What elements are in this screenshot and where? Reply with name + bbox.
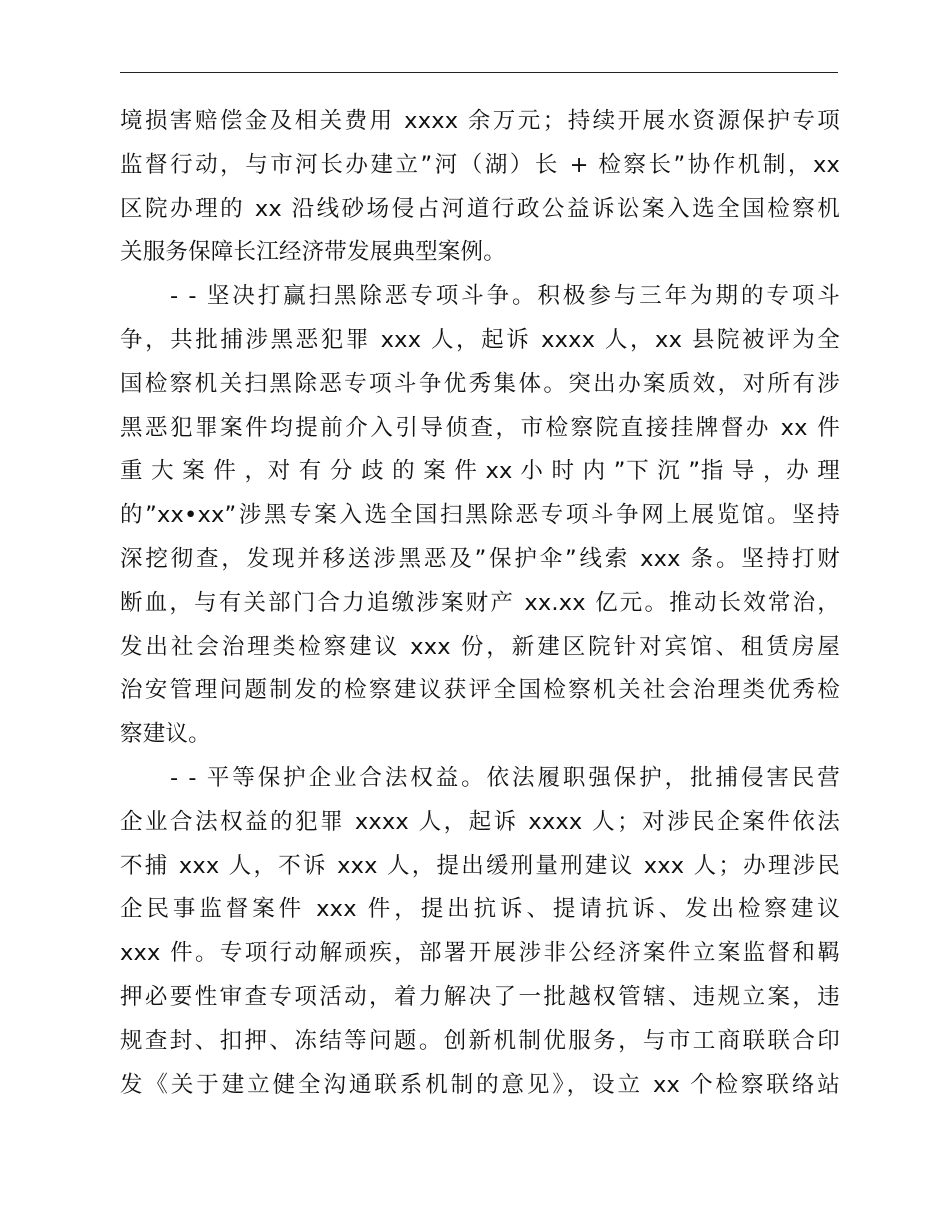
text-line: 争，共批捕涉黑恶犯罪 xxx 人，起诉 xxxx 人，xx 县院被评为全 bbox=[120, 326, 840, 353]
text-line: 重 大 案 件 ，对 有 分 歧 的 案 件 xx 小 时 内 ”下 沉 ”指 导 ，办 理 bbox=[120, 458, 840, 485]
text-line: 企民事监督案件 xxx 件，提出抗诉、提请抗诉、发出检察建议 bbox=[120, 896, 840, 923]
text-line: - - 坚决打赢扫黑除恶专项斗争。积极参与三年为期的专项斗 bbox=[170, 283, 840, 310]
text-line: 区院办理的 xx 沿线砂场侵占河道行政公益诉讼案入选全国检察机 bbox=[120, 195, 840, 222]
text-line: 治安管理问题制发的检察建议获评全国检察机关社会治理类优秀检 bbox=[120, 677, 840, 704]
text-line: 企业合法权益的犯罪 xxxx 人，起诉 xxxx 人；对涉民企案件依法 bbox=[120, 808, 840, 835]
text-line: 押必要性审查专项活动，着力解决了一批越权管辖、违规立案，违 bbox=[120, 983, 840, 1010]
text-line: 黑恶犯罪案件均提前介入引导侦查，市检察院直接挂牌督办 xx 件 bbox=[120, 414, 840, 441]
text-line: 发出社会治理类检察建议 xxx 份，新建区院针对宾馆、租赁房屋 bbox=[120, 633, 840, 660]
text-line: 境损害赔偿金及相关费用 xxxx 余万元；持续开展水资源保护专项 bbox=[120, 108, 840, 134]
text-line: 国检察机关扫黑除恶专项斗争优秀集体。突出办案质效，对所有涉 bbox=[120, 370, 840, 397]
header-rule bbox=[120, 72, 838, 73]
text-line: 断血，与有关部门合力追缴涉案财产 xx.xx 亿元。推动长效常治， bbox=[120, 589, 840, 616]
text-line: 的”xx•xx”涉黑专案入选全国扫黑除恶专项斗争网上展览馆。坚持 bbox=[120, 502, 840, 529]
text-line: 察建议。 bbox=[120, 721, 211, 748]
document-body bbox=[120, 107, 840, 1114]
text-line: 监督行动，与市河长办建立”河（湖）长 + 检察长”协作机制，xx bbox=[120, 151, 840, 178]
text-line: - - 平等保护企业合法权益。依法履职强保护，批捕侵害民营 bbox=[170, 764, 840, 791]
text-line: xxx 件。专项行动解顽疾，部署开展涉非公经济案件立案监督和羁 bbox=[120, 940, 840, 967]
text-line: 发《关于建立健全沟通联系机制的意见》，设立 xx 个检察联络站 bbox=[120, 1071, 840, 1098]
text-line: 不捕 xxx 人，不诉 xxx 人，提出缓刑量刑建议 xxx 人；办理涉民 bbox=[120, 852, 840, 879]
text-line: 深挖彻查，发现并移送涉黑恶及”保护伞”线索 xxx 条。坚持打财 bbox=[120, 545, 840, 572]
text-line: 规查封、扣押、冻结等问题。创新机制优服务，与市工商联联合印 bbox=[120, 1027, 840, 1054]
text-line: 关服务保障长江经济带发展典型案例。 bbox=[120, 239, 506, 266]
